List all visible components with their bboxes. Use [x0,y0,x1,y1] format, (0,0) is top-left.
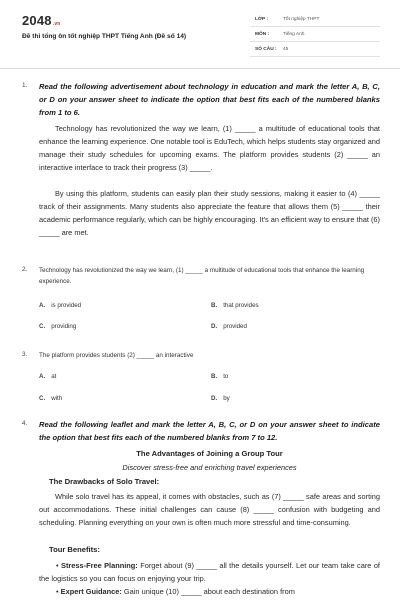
passage-paragraph-1 [39,122,380,174]
benefit-item-1: • Stress-Free Planning: Forget about (9) _____ all the details yourself. Let our team take care of the logistics so you can focus on enjoying your trip. [39,561,380,583]
passage-text-2: By using this platform, students can easily plan their study sessions, making it easier to (4) _____ track of their assignments. Many students also appreciate the feature that allows them (5) _____ their academic performance regularly, which can be highly encouraging. It's an efficient way to ensure that (6) _____ are met. [39,189,380,237]
option-b[interactable]: B. to [211,373,229,380]
drawbacks-heading: The Drawbacks of Solo Travel: [49,477,160,486]
meta-count [250,43,380,57]
option-b[interactable]: B. that provides [211,302,259,309]
option-a[interactable]: A. at [39,373,57,380]
benefit-item-2: • Expert Guidance: Gain unique (10) _____ about each destination from [56,587,295,596]
subject-value: Tiếng Anh [283,32,305,37]
class-value: Tốt nghiệp THPT [283,17,320,22]
count-label: SỐ CÂU : [255,47,277,52]
logo-main: 2048 [22,13,52,28]
option-c[interactable]: C. with [39,395,63,402]
drawbacks-paragraph [39,490,380,529]
question-1 [22,80,380,255]
count-value: 45 [283,47,289,52]
question-stem: Technology has revolutionized the way we learn, (1) _____ a multitude of educational tools that enhance the learning experience. [39,267,365,285]
subject-label: MÔN : [255,32,270,37]
leaflet-title: The Advantages of Joining a Group Tour [136,449,283,458]
option-d[interactable]: D. by [211,395,230,402]
question-instruction: Read the following advertisement about technology in education and mark the letter A, B, C, or D on your answer sheet to indicate the option that best fits each of the numbered blanks from 1 to 6. [39,82,380,117]
benefit-text-1: Forget about (9) _____ all the details yourself. Let our team take care of the logistics so you can focus on enjoying your trip. [39,561,380,583]
benefits-heading: Tour Benefits: [49,545,100,554]
leaflet-subtitle: Discover stress-free and enriching travel experiences [122,463,297,472]
option-c[interactable]: C. providing [39,323,77,330]
meta-subject [250,28,380,42]
question-number: 4. [22,420,28,427]
benefit-text-2: Gain unique (10) _____ about each destination from [123,587,295,596]
question-number: 3. [22,351,28,358]
question-number: 1. [22,82,28,89]
exam-title: Đề thi tổng ôn tốt nghiệp THPT Tiếng Anh (Đề số 14) [22,33,187,40]
question-instruction: Read the following leaflet and mark the letter A, B, C, or D on your answer sheet to indicate the option that best fits each of the numbered blanks from 7 to 12. [39,420,380,442]
question-2 [22,265,380,340]
class-label: LỚP : [255,17,269,22]
benefit-label-2: Expert Guidance: [60,587,122,596]
question-number: 2. [22,266,28,273]
site-logo[interactable] [22,13,61,28]
meta-class [250,13,380,27]
passage-text-1: Technology has revolutionized the way we learn, (1) _____ a multitude of educational tools that enhance the learning experience. One notable tool is EduTech, which helps students stay organized and manage their study schedules for upcoming exams. The platform provides students (2) _____ an interactive interface to track their progress (3) _____. [39,124,381,172]
logo-sub: .vn [52,21,61,27]
benefit-label-1: Stress-Free Planning: [61,561,138,570]
option-a[interactable]: A. is provided [39,302,82,309]
passage-paragraph-2 [39,187,380,239]
question-3 [22,350,380,410]
question-stem: The platform provides students (2) _____ an interactive [39,352,194,359]
option-d[interactable]: D. provided [211,323,247,330]
question-4 [22,418,380,600]
page-header [0,0,400,69]
drawbacks-text: While solo travel has its appeal, it comes with obstacles, such as (7) _____ safe areas and sorting out accommodations. These initial challenges can cause (8) _____ confusion with budgeting and scheduling. Planning everything on your own is often much more stressful and time-consuming. [39,492,380,527]
